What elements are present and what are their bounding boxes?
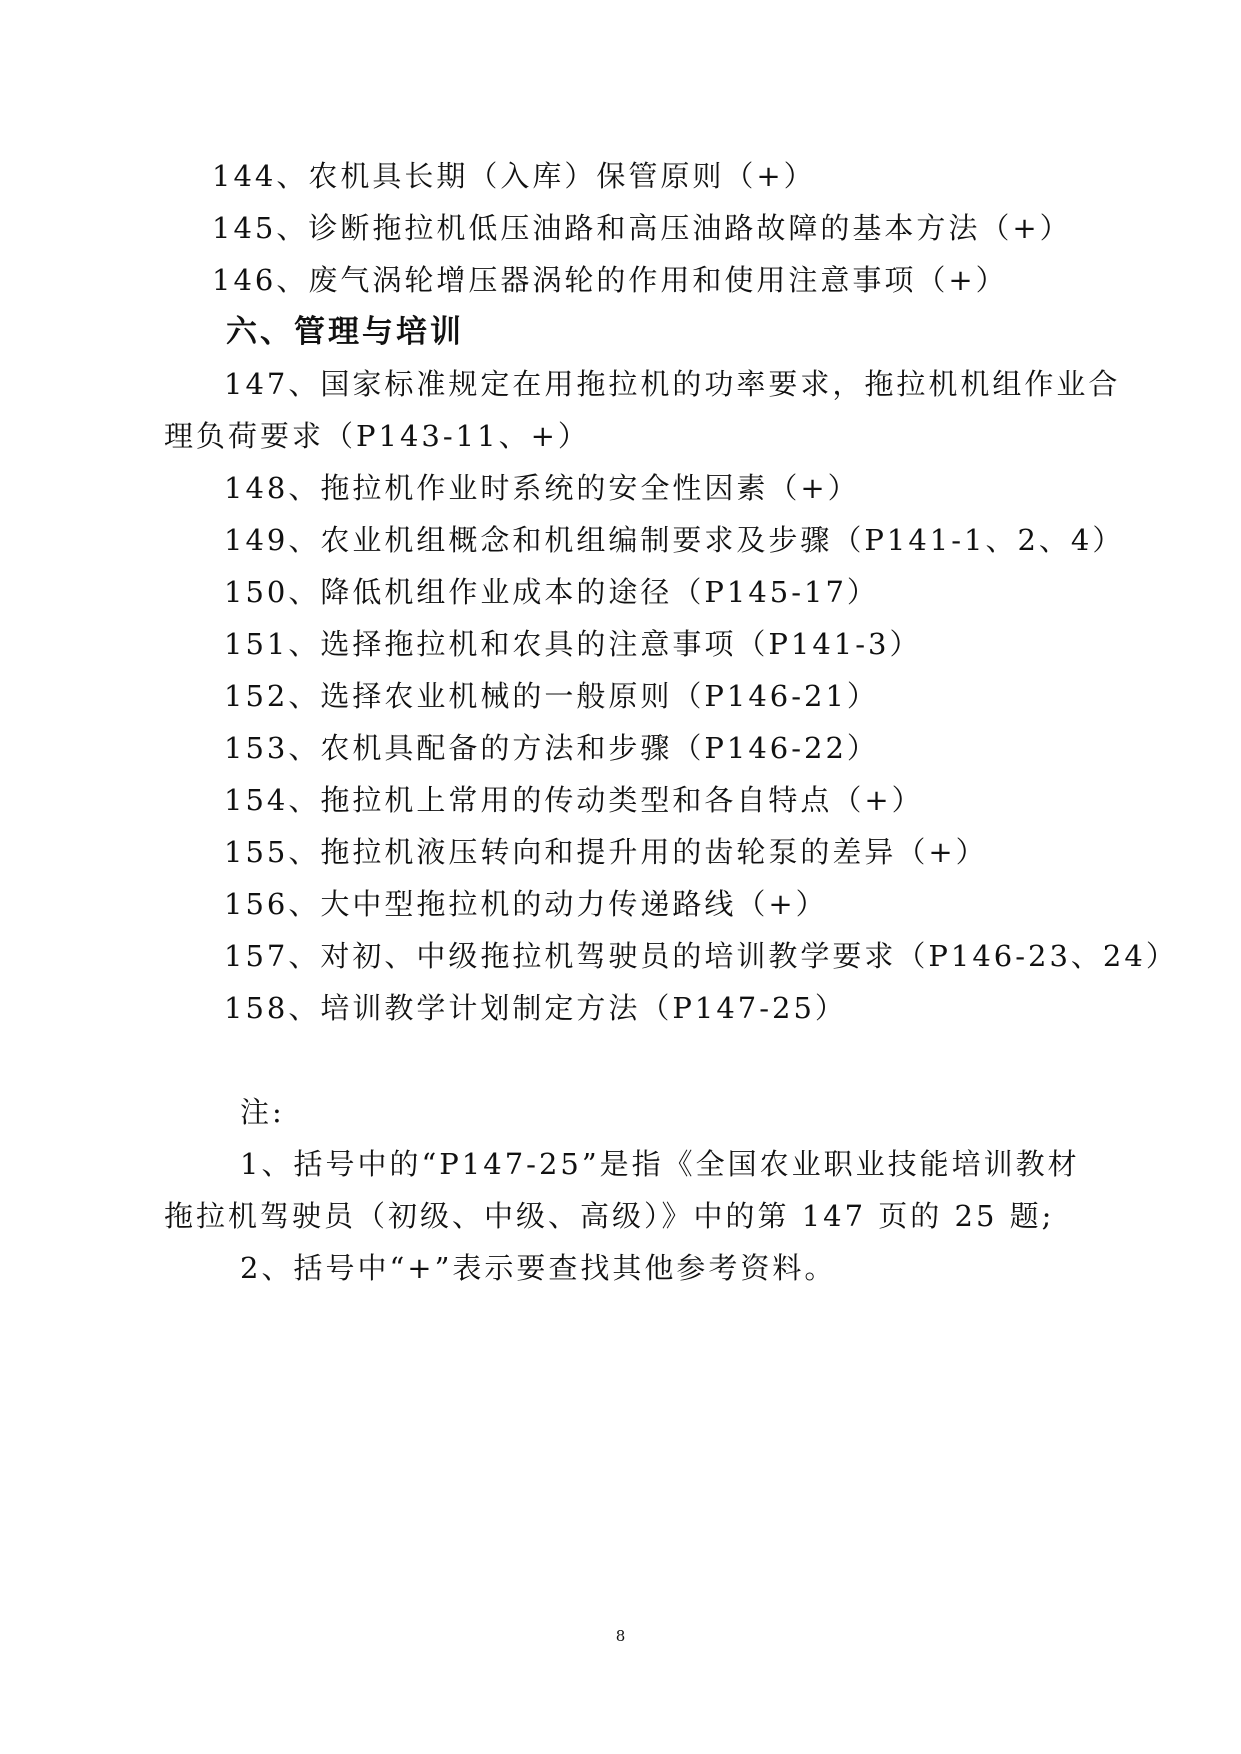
list-item-157: 157、对初、中级拖拉机驾驶员的培训教学要求（P146-23、24）: [224, 939, 1178, 973]
list-item-147-line2: 理负荷要求（P143-11、+）: [164, 419, 590, 453]
section-heading: 六、管理与培训: [226, 314, 464, 350]
notes-title: 注:: [240, 1095, 285, 1129]
list-item-151: 151、选择拖拉机和农具的注意事项（P141-3）: [224, 627, 922, 661]
note-1-line2: 拖拉机驾驶员（初级、中级、高级）》中的第 147 页的 25 题;: [164, 1199, 1055, 1233]
list-item-150: 150、降低机组作业成本的途径（P145-17）: [224, 575, 879, 609]
list-item-145: 145、诊断拖拉机低压油路和高压油路故障的基本方法（+）: [212, 211, 1072, 245]
list-item-144: 144、农机具长期（入库）保管原则（+）: [212, 159, 816, 193]
note-1-line1: 1、括号中的“P147-25”是指《全国农业职业技能培训教材: [240, 1147, 1080, 1181]
page-number: 8: [615, 1627, 626, 1645]
note-2: 2、括号中“+”表示要查找其他参考资料。: [240, 1251, 837, 1285]
list-item-154: 154、拖拉机上常用的传动类型和各自特点（+）: [224, 783, 924, 817]
list-item-152: 152、选择农业机械的一般原则（P146-21）: [224, 679, 879, 713]
list-item-148: 148、拖拉机作业时系统的安全性因素（+）: [224, 471, 860, 505]
list-item-147-line1: 147、国家标准规定在用拖拉机的功率要求，拖拉机机组作业合: [224, 367, 1121, 401]
list-item-156: 156、大中型拖拉机的动力传递路线（+）: [224, 887, 828, 921]
list-item-149: 149、农业机组概念和机组编制要求及步骤（P141-1、2、4）: [224, 523, 1125, 557]
list-item-153: 153、农机具配备的方法和步骤（P146-22）: [224, 731, 879, 765]
list-item-158: 158、培训教学计划制定方法（P147-25）: [224, 991, 847, 1025]
list-item-146: 146、废气涡轮增压器涡轮的作用和使用注意事项（+）: [212, 263, 1008, 297]
list-item-155: 155、拖拉机液压转向和提升用的齿轮泵的差异（+）: [224, 835, 988, 869]
